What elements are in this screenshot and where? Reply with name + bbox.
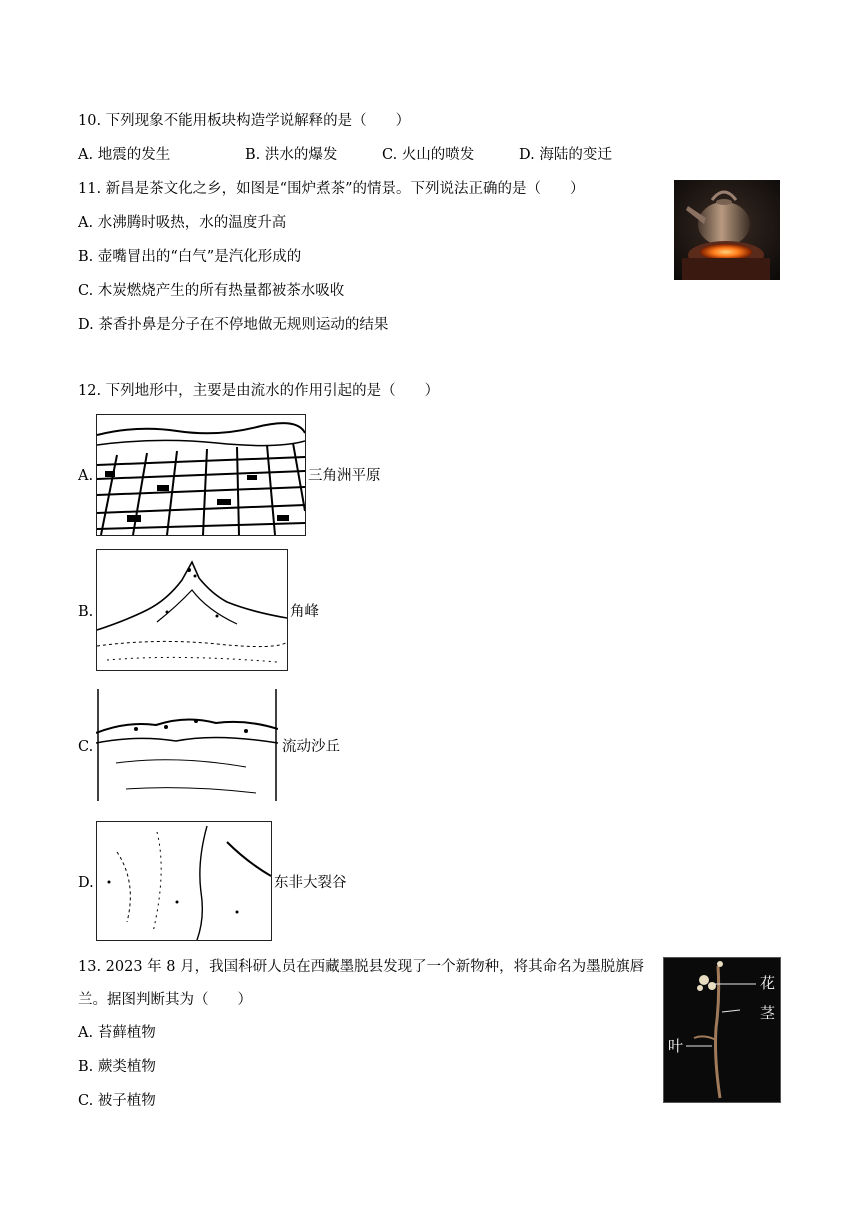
orchid-photo [663,957,781,1103]
q10-option-d: D. 海陆的变迁 [519,147,612,163]
q12-option-d-caption: 东非大裂谷 [274,875,347,891]
sand-dune-image [96,685,278,803]
q10-option-c: C. 火山的喷发 [382,147,475,163]
stem-label: 茎 [760,1004,776,1022]
q12-option-b-caption: 角峰 [290,604,319,620]
q12-option-a-caption: 三角洲平原 [308,468,381,484]
q11-option-a: A. 水沸腾时吸热，水的温度升高 [78,215,287,231]
q13-stem-line1: 13. 2023 年 8 月，我国科研人员在西藏墨脱县发现了一个新物种，将其命名为墨脱旗唇 [78,959,645,975]
q13-option-c: C. 被子植物 [78,1093,156,1109]
q11-option-b: B. 壶嘴冒出的“白气”是汽化形成的 [78,249,302,265]
q10-option-a: A. 地震的发生 [78,147,171,163]
q11-option-c: C. 木炭燃烧产生的所有热量都被茶水吸收 [78,283,345,299]
leaf-label: 叶 [668,1037,684,1055]
teapot-photo [674,180,780,280]
delta-plain-image [96,414,306,536]
q11-stem: 11. 新昌是茶文化之乡，如图是“围炉煮茶”的情景。下列说法正确的是（ ） [78,181,585,197]
q12-option-d-letter: D. [78,875,94,891]
q13-option-a: A. 苔藓植物 [78,1025,156,1041]
q11-option-d: D. 茶香扑鼻是分子在不停地做无规则运动的结果 [78,317,389,333]
q12-option-c-caption: 流动沙丘 [282,739,340,755]
q10-stem: 10. 下列现象不能用板块构造学说解释的是（ ） [78,113,411,129]
q13-option-b: B. 蕨类植物 [78,1059,156,1075]
horn-peak-image [96,549,288,671]
q12-stem: 12. 下列地形中，主要是由流水的作用引起的是（ ） [78,383,440,399]
rift-valley-image [96,821,272,941]
q12-option-a-letter: A. [78,468,94,484]
q12-option-b-letter: B. [78,604,94,620]
flower-label: 花 [760,974,776,992]
q12-option-c-letter: C. [78,739,94,755]
q10-option-b: B. 洪水的爆发 [245,147,338,163]
q13-stem-line2: 兰。据图判断其为（ ） [78,992,252,1008]
